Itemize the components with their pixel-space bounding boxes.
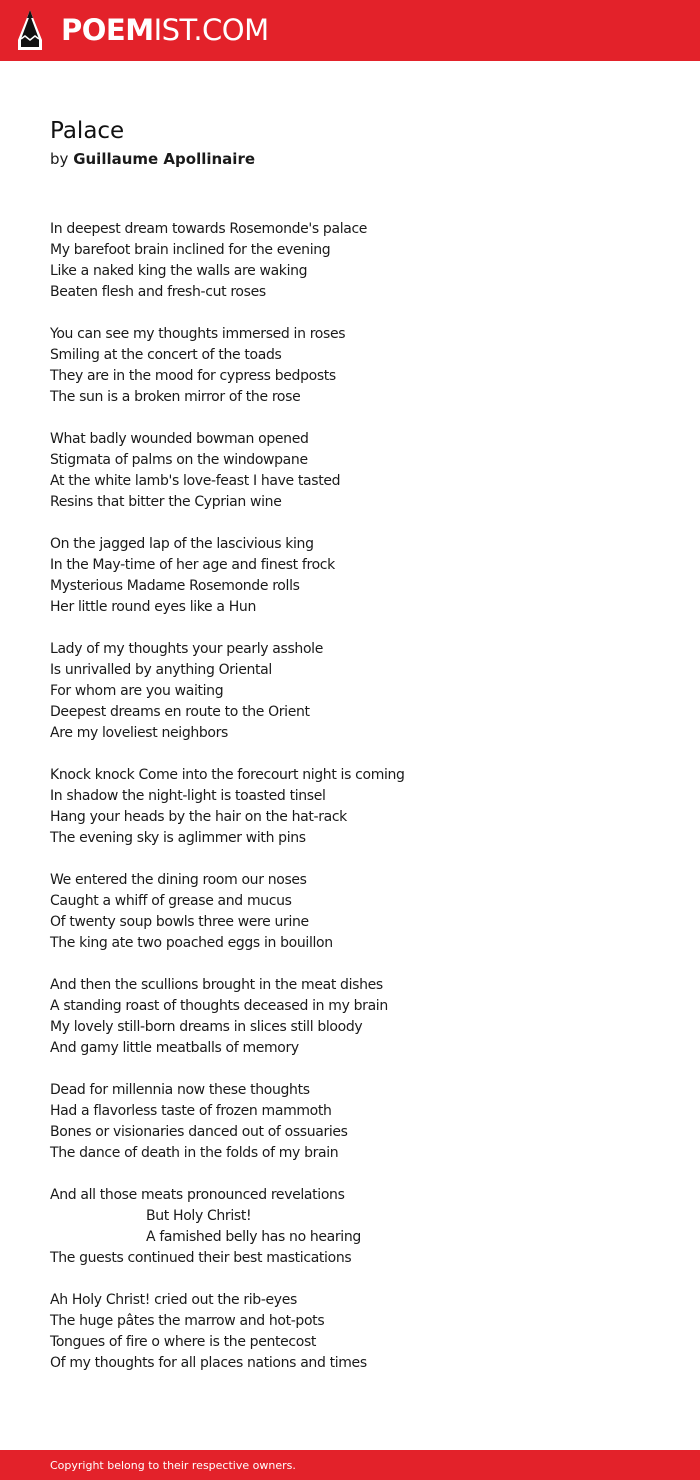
poem-stanza [50, 534, 650, 618]
poem-line: And then the scullions brought in the meat dishes [50, 977, 383, 993]
poem-line: In shadow the night-light is toasted tinsel [50, 788, 326, 804]
poem-line: Had a flavorless taste of frozen mammoth [50, 1103, 332, 1119]
poem-line: Hang your heads by the hair on the hat-rack [50, 809, 347, 825]
poem-line: In the May-time of her age and finest frock [50, 557, 335, 573]
poem-line: Smiling at the concert of the toads [50, 347, 282, 363]
poem-stanza [50, 639, 650, 744]
poem-stanza [50, 765, 650, 849]
poem-line: In deepest dream towards Rosemonde's palace [50, 221, 368, 237]
poem-line: Tongues of fire o where is the pentecost [50, 1334, 317, 1350]
poem-byline [50, 148, 255, 170]
poem-line: Resins that bitter the Cyprian wine [50, 494, 282, 510]
poem-line: Dead for millennia now these thoughts [50, 1082, 310, 1098]
poem-title: Palace [50, 118, 125, 144]
poem-stanza [50, 429, 650, 513]
poem-stanza [50, 870, 650, 954]
poem-body [50, 219, 650, 1395]
poem-line: Ah Holy Christ! cried out the rib-eyes [50, 1292, 297, 1308]
poem-line: The dance of death in the folds of my brain [50, 1145, 339, 1161]
poem-line: But Holy Christ! [146, 1208, 252, 1224]
poem-line: A famished belly has no hearing [146, 1229, 361, 1245]
poem-line: Caught a whiff of grease and mucus [50, 893, 292, 909]
poem-line: On the jagged lap of the lascivious king [50, 536, 314, 552]
poem-line: Of my thoughts for all places nations and times [50, 1355, 367, 1371]
poem-line: Deepest dreams en route to the Orient [50, 704, 310, 720]
poem-stanza [50, 219, 650, 303]
logo-bold-text: POEM [61, 13, 154, 47]
poem-stanza [50, 975, 650, 1059]
footer-copyright: Copyright belong to their respective owners. [50, 1459, 296, 1472]
poem-line: My lovely still-born dreams in slices still bloody [50, 1019, 363, 1035]
site-logo[interactable] [61, 12, 269, 48]
poem-line: They are in the mood for cypress bedposts [50, 368, 336, 384]
poem-line: We entered the dining room our noses [50, 872, 307, 888]
poem-line: The guests continued their best mastications [50, 1250, 352, 1266]
poem-line: Are my loveliest neighbors [50, 725, 228, 741]
poem-line: Is unrivalled by anything Oriental [50, 662, 272, 678]
poem-line: A standing roast of thoughts deceased in my brain [50, 998, 388, 1014]
poem-author: Guillaume Apollinaire [73, 150, 256, 168]
poem-line: What badly wounded bowman opened [50, 431, 309, 447]
site-header [0, 0, 700, 61]
poem-line: Beaten flesh and fresh-cut roses [50, 284, 266, 300]
poem-line: Mysterious Madame Rosemonde rolls [50, 578, 300, 594]
poem-stanza [50, 1080, 650, 1164]
poem-line: And all those meats pronounced revelations [50, 1187, 345, 1203]
poem-line: Bones or visionaries danced out of ossuaries [50, 1124, 348, 1140]
poem-line: The king ate two poached eggs in bouillon [50, 935, 333, 951]
poem-line: The sun is a broken mirror of the rose [50, 389, 301, 405]
poem-line: The evening sky is aglimmer with pins [50, 830, 306, 846]
poem-line: At the white lamb's love-feast I have tasted [50, 473, 341, 489]
poem-line: Like a naked king the walls are waking [50, 263, 308, 279]
poem-line: Lady of my thoughts your pearly asshole [50, 641, 323, 657]
poem-line: Of twenty soup bowls three were urine [50, 914, 309, 930]
poem-stanza [50, 1185, 650, 1269]
poem-line: For whom are you waiting [50, 683, 224, 699]
poem-line: The huge pâtes the marrow and hot-pots [50, 1313, 325, 1329]
poem-line: My barefoot brain inclined for the evening [50, 242, 331, 258]
poem-line: Stigmata of palms on the windowpane [50, 452, 308, 468]
poem-stanza [50, 324, 650, 408]
poem-line: You can see my thoughts immersed in roses [50, 326, 346, 342]
poem-stanza [50, 1290, 650, 1374]
poem-line: Knock knock Come into the forecourt night is coming [50, 767, 405, 783]
poem-line: And gamy little meatballs of memory [50, 1040, 299, 1056]
by-label: by [50, 150, 69, 168]
site-footer [0, 1450, 700, 1480]
pencil-tip-icon[interactable] [17, 9, 43, 51]
poem-line: Her little round eyes like a Hun [50, 599, 256, 615]
logo-light-text: IST.COM [153, 13, 269, 47]
